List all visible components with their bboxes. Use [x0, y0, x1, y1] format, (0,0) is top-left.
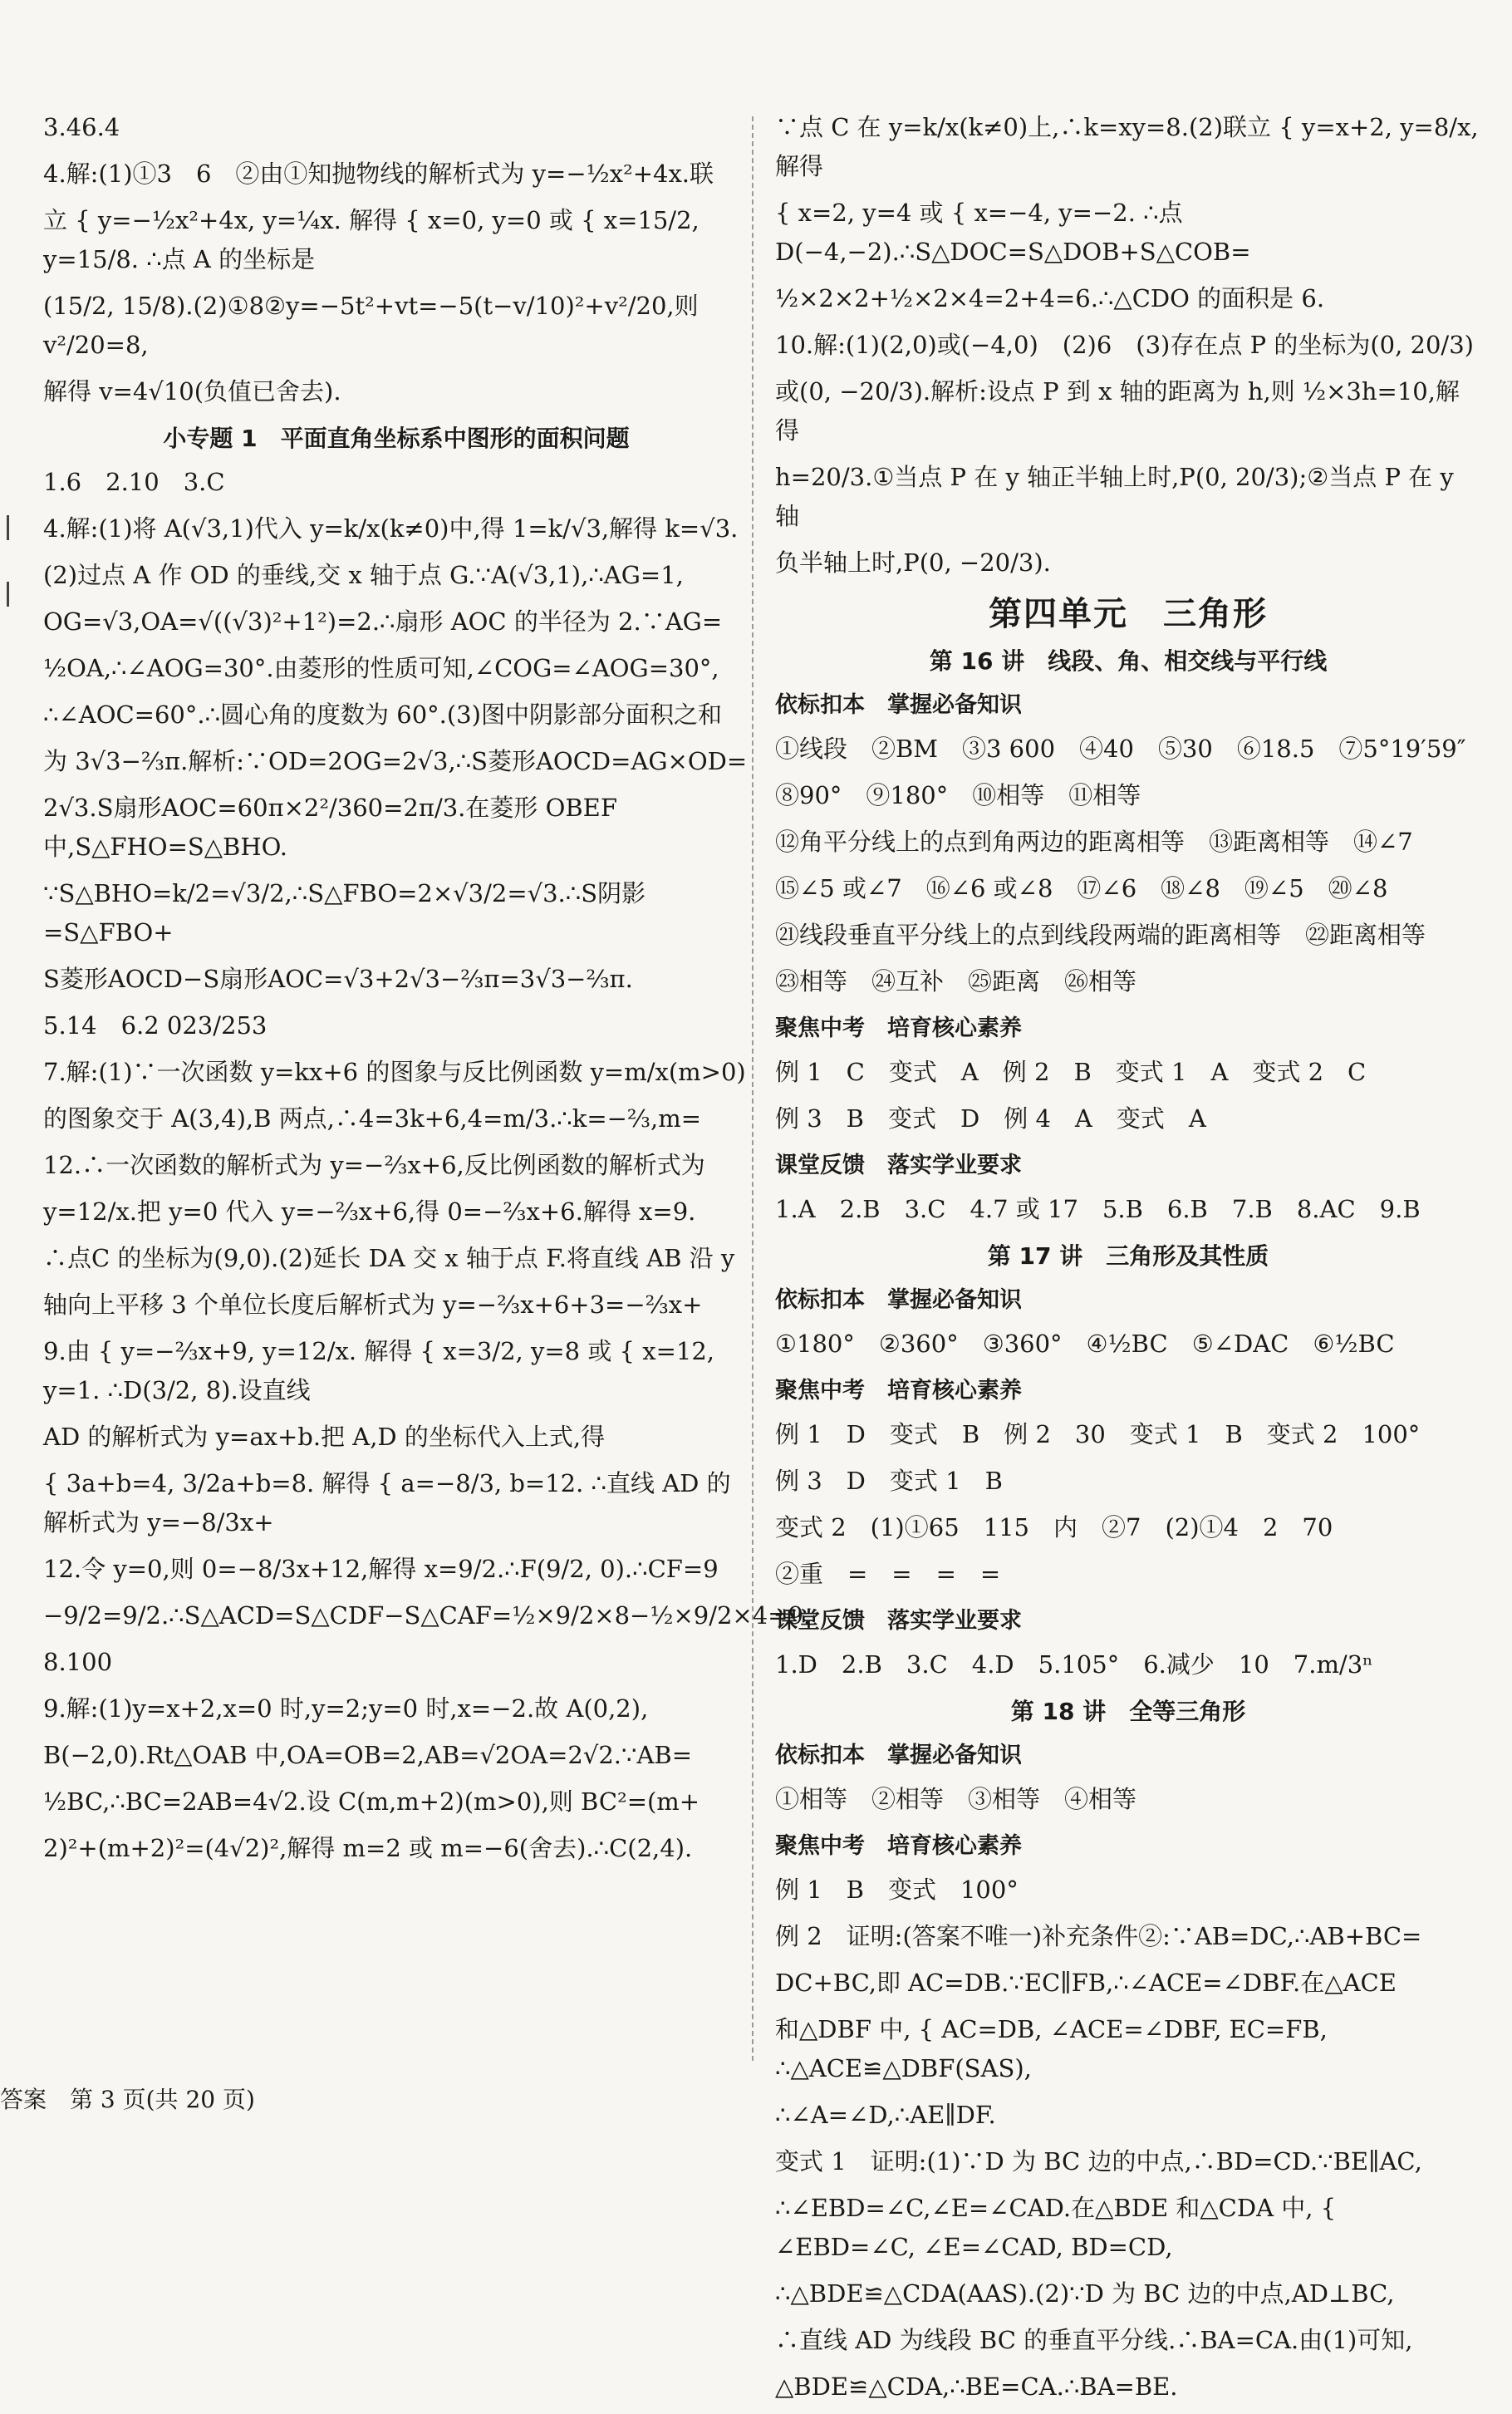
lecture-title: 第 17 讲 三角形及其性质	[987, 1242, 1269, 1270]
answer-line: y=12/x.把 y=0 代入 y=−⅔x+6,得 0=−⅔x+6.解得 x=9.	[43, 1197, 696, 1226]
answer-line: 解得 v=4√10(负值已舍去).	[43, 377, 341, 406]
answer-line: B(−2,0).Rt△OAB 中,OA=OB=2,AB=√2OA=2√2.∵AB=	[43, 1741, 693, 1769]
unit-title: 第四单元 三角形	[989, 594, 1268, 633]
answer-line: 或(0, −20/3).解析:设点 P 到 x 轴的距离为 h,则 ½×3h=10,解得	[775, 377, 1460, 445]
answer-line: 和△DBF 中, { AC=DB, ∠ACE=∠DBF, EC=FB, ∴△ACE≌△DBF(SAS),	[775, 2015, 1328, 2082]
answer-line: △BDE≌△CDA,∴BE=CA.∴BA=BE.	[775, 2372, 1178, 2401]
answer-line: ½×2×2+½×2×4=2+4=6.∴△CDO 的面积是 6.	[775, 284, 1325, 312]
answer-line: ①180° ②360° ③360° ④½BC ⑤∠DAC ⑥½BC	[775, 1330, 1395, 1358]
answer-line: 2)²+(m+2)²=(4√2)²,解得 m=2 或 m=−6(舍去).∴C(2,4).	[43, 1834, 693, 1862]
answer-line: ∴∠EBD=∠C,∠E=∠CAD.在△BDE 和△CDA 中, { ∠EBD=∠C, ∠E=∠CAD, BD=CD,	[775, 2194, 1337, 2261]
answer-line: 例 1 D 变式 B 例 2 30 变式 1 B 变式 2 100°	[775, 1420, 1421, 1448]
answer-line: 4.解:(1)将 A(√3,1)代入 y=k/x(k≠0)中,得 1=k/√3,解得 k=√3.	[43, 514, 739, 543]
answer-line: ∴∠AOC=60°.∴圆心角的度数为 60°.(3)图中阴影部分面积之和	[43, 701, 722, 729]
answer-line: DC+BC,即 AC=DB.∵EC∥FB,∴∠ACE=∠DBF.在△ACE	[775, 1969, 1397, 1997]
subsection-heading: 课堂反馈 落实学业要求	[775, 1608, 1022, 1634]
subsection-heading: 依标扣本 掌握必备知识	[775, 692, 1022, 718]
answer-line: { 3a+b=4, 3/2a+b=8. 解得 { a=−8/3, b=12. ∴直线 AD 的解析式为 y=−8/3x+	[43, 1469, 731, 1536]
answer-line: 例 3 D 变式 1 B	[775, 1467, 1003, 1495]
answer-line: 9.由 { y=−⅔x+9, y=12/x. 解得 { x=3/2, y=8 或 { x=12, y=1. ∴D(3/2, 8).设直线	[43, 1337, 714, 1404]
column-divider	[752, 116, 754, 2061]
answer-line: 变式 1 证明:(1)∵D 为 BC 边的中点,∴BD=CD.∵BE∥AC,	[775, 2147, 1422, 2176]
answer-line: 例 2 证明:(答案不唯一)补充条件②:∵AB=DC,∴AB+BC=	[775, 1922, 1422, 1950]
answer-line: ㉓相等 ㉔互补 ㉕距离 ㉖相等	[775, 967, 1137, 996]
answer-line: ½OA,∴∠AOG=30°.由菱形的性质可知,∠COG=∠AOG=30°,	[43, 654, 719, 682]
page-footer: 答案 第 3 页(共 20 页)	[0, 2086, 255, 2113]
answer-line: ㉑线段垂直平分线上的点到线段两端的距离相等 ㉒距离相等	[775, 921, 1426, 949]
binding-mark	[7, 515, 14, 540]
answer-line: ②重 = = = =	[775, 1560, 1001, 1588]
answer-line: 为 3√3−⅔π.解析:∵OD=2OG=2√3,∴S菱形AOCD=AG×OD=	[43, 747, 748, 775]
answer-line: 5.14 6.2 023/253	[43, 1011, 268, 1040]
answer-line: ⑫角平分线上的点到角两边的距离相等 ⑬距离相等 ⑭∠7	[775, 828, 1413, 856]
answer-line: 3.46.4	[43, 113, 120, 141]
answer-line: ½BC,∴BC=2AB=4√2.设 C(m,m+2)(m>0),则 BC²=(m+	[43, 1787, 700, 1816]
answer-line: { x=2, y=4 或 { x=−4, y=−2. ∴点 D(−4,−2).∴S△DOC=S△DOB+S△COB=	[775, 199, 1251, 266]
answer-line: 12.∴一次函数的解析式为 y=−⅔x+6,反比例函数的解析式为	[43, 1151, 705, 1179]
answer-line: 10.解:(1)(2,0)或(−4,0) (2)6 (3)存在点 P 的坐标为(0, 20/3)	[775, 331, 1474, 359]
answer-line: ⑧90° ⑨180° ⑩相等 ⑪相等	[775, 781, 1141, 809]
answer-line: 12.令 y=0,则 0=−8/3x+12,解得 x=9/2.∴F(9/2, 0).∴CF=9	[43, 1555, 719, 1583]
answer-line: 1.6 2.10 3.C	[43, 468, 225, 496]
answer-line: 例 1 C 变式 A 例 2 B 变式 1 A 变式 2 C	[775, 1058, 1367, 1086]
answer-line: (15/2, 15/8).(2)①8②y=−5t²+vt=−5(t−v/10)²+v²/20,则 v²/20=8,	[43, 292, 699, 359]
answer-line: −9/2=9/2.∴S△ACD=S△CDF−S△CAF=½×9/2×8−½×9/2×4=9.	[43, 1601, 812, 1630]
answer-line: ∴直线 AD 为线段 BC 的垂直平分线.∴BA=CA.由(1)可知,	[775, 2326, 1413, 2354]
answer-line: 负半轴上时,P(0, −20/3).	[775, 548, 1051, 577]
answer-line: 1.A 2.B 3.C 4.7 或 17 5.B 6.B 7.B 8.AC 9.B	[775, 1195, 1421, 1223]
answer-line: 4.解:(1)①3 6 ②由①知抛物线的解析式为 y=−½x²+4x.联	[43, 160, 714, 188]
answer-line: 例 3 B 变式 D 例 4 A 变式 A	[775, 1104, 1206, 1133]
answer-line: ∵点 C 在 y=k/x(k≠0)上,∴k=xy=8.(2)联立 { y=x+2, y=8/x, 解得	[775, 113, 1479, 180]
answer-line: ∴∠A=∠D,∴AE∥DF.	[775, 2101, 996, 2129]
answer-line: 1.D 2.B 3.C 4.D 5.105° 6.减少 10 7.m/3ⁿ	[775, 1650, 1373, 1679]
answer-line: 例 1 B 变式 100°	[775, 1876, 1019, 1904]
answer-line: 7.解:(1)∵一次函数 y=kx+6 的图象与反比例函数 y=m/x(m>0)	[43, 1058, 746, 1086]
answer-line: ⑮∠5 或∠7 ⑯∠6 或∠8 ⑰∠6 ⑱∠8 ⑲∠5 ⑳∠8	[775, 874, 1388, 902]
answer-line: (2)过点 A 作 OD 的垂线,交 x 轴于点 G.∵A(√3,1),∴AG=1,	[43, 561, 684, 589]
subsection-heading: 聚焦中考 培育核心素养	[775, 1015, 1022, 1041]
answer-line: 2√3.S扇形AOC=60π×2²/360=2π/3.在菱形 OBEF 中,S△FHO=S△BHO.	[43, 794, 617, 861]
answer-line: ①相等 ②相等 ③相等 ④相等	[775, 1785, 1137, 1813]
answer-line: ∵S△BHO=k/2=√3/2,∴S△FBO=2×√3/2=√3.∴S阴影=S△FBO+	[43, 879, 646, 946]
subsection-heading: 聚焦中考 培育核心素养	[775, 1378, 1022, 1404]
subsection-heading: 依标扣本 掌握必备知识	[775, 1287, 1022, 1313]
answer-line: S菱形AOCD−S扇形AOC=√3+2√3−⅔π=3√3−⅔π.	[43, 965, 633, 993]
answer-line: ①线段 ②BM ③3 600 ④40 ⑤30 ⑥18.5 ⑦5°19′59″	[775, 735, 1466, 763]
answer-line: AD 的解析式为 y=ax+b.把 A,D 的坐标代入上式,得	[43, 1423, 606, 1451]
section-title: 小专题 1 平面直角坐标系中图形的面积问题	[163, 425, 630, 452]
answer-line: 的图象交于 A(3,4),B 两点,∴4=3k+6,4=m/3.∴k=−⅔,m=	[43, 1104, 702, 1133]
subsection-heading: 依标扣本 掌握必备知识	[775, 1743, 1022, 1768]
answer-line: 变式 2 (1)①65 115 内 ②7 (2)①4 2 70	[775, 1513, 1333, 1541]
binding-mark	[7, 582, 14, 607]
answer-line: 立 { y=−½x²+4x, y=¼x. 解得 { x=0, y=0 或 { x=15/2, y=15/8. ∴点 A 的坐标是	[43, 206, 700, 273]
answer-line: 轴向上平移 3 个单位长度后解析式为 y=−⅔x+6+3=−⅔x+	[43, 1291, 703, 1319]
lecture-title: 第 18 讲 全等三角形	[1010, 1698, 1246, 1725]
lecture-title: 第 16 讲 线段、角、相交线与平行线	[929, 647, 1328, 675]
answer-line: h=20/3.①当点 P 在 y 轴正半轴上时,P(0, 20/3);②当点 P 在 y 轴	[775, 463, 1454, 530]
subsection-heading: 课堂反馈 落实学业要求	[775, 1153, 1022, 1178]
answer-line: 8.100	[43, 1648, 113, 1676]
subsection-heading: 聚焦中考 培育核心素养	[775, 1833, 1022, 1859]
right-column	[775, 108, 1481, 2414]
answer-line: ∴△BDE≌△CDA(AAS).(2)∵D 为 BC 边的中点,AD⊥BC,	[775, 2279, 1395, 2308]
answer-line: ∴点C 的坐标为(9,0).(2)延长 DA 交 x 轴于点 F.将直线 AB 沿 y	[43, 1244, 735, 1272]
left-column	[43, 108, 812, 1876]
answer-line: OG=√3,OA=√((√3)²+1²)=2.∴扇形 AOC 的半径为 2.∵AG=	[43, 607, 723, 636]
answer-line: 9.解:(1)y=x+2,x=0 时,y=2;y=0 时,x=−2.故 A(0,2),	[43, 1694, 649, 1723]
